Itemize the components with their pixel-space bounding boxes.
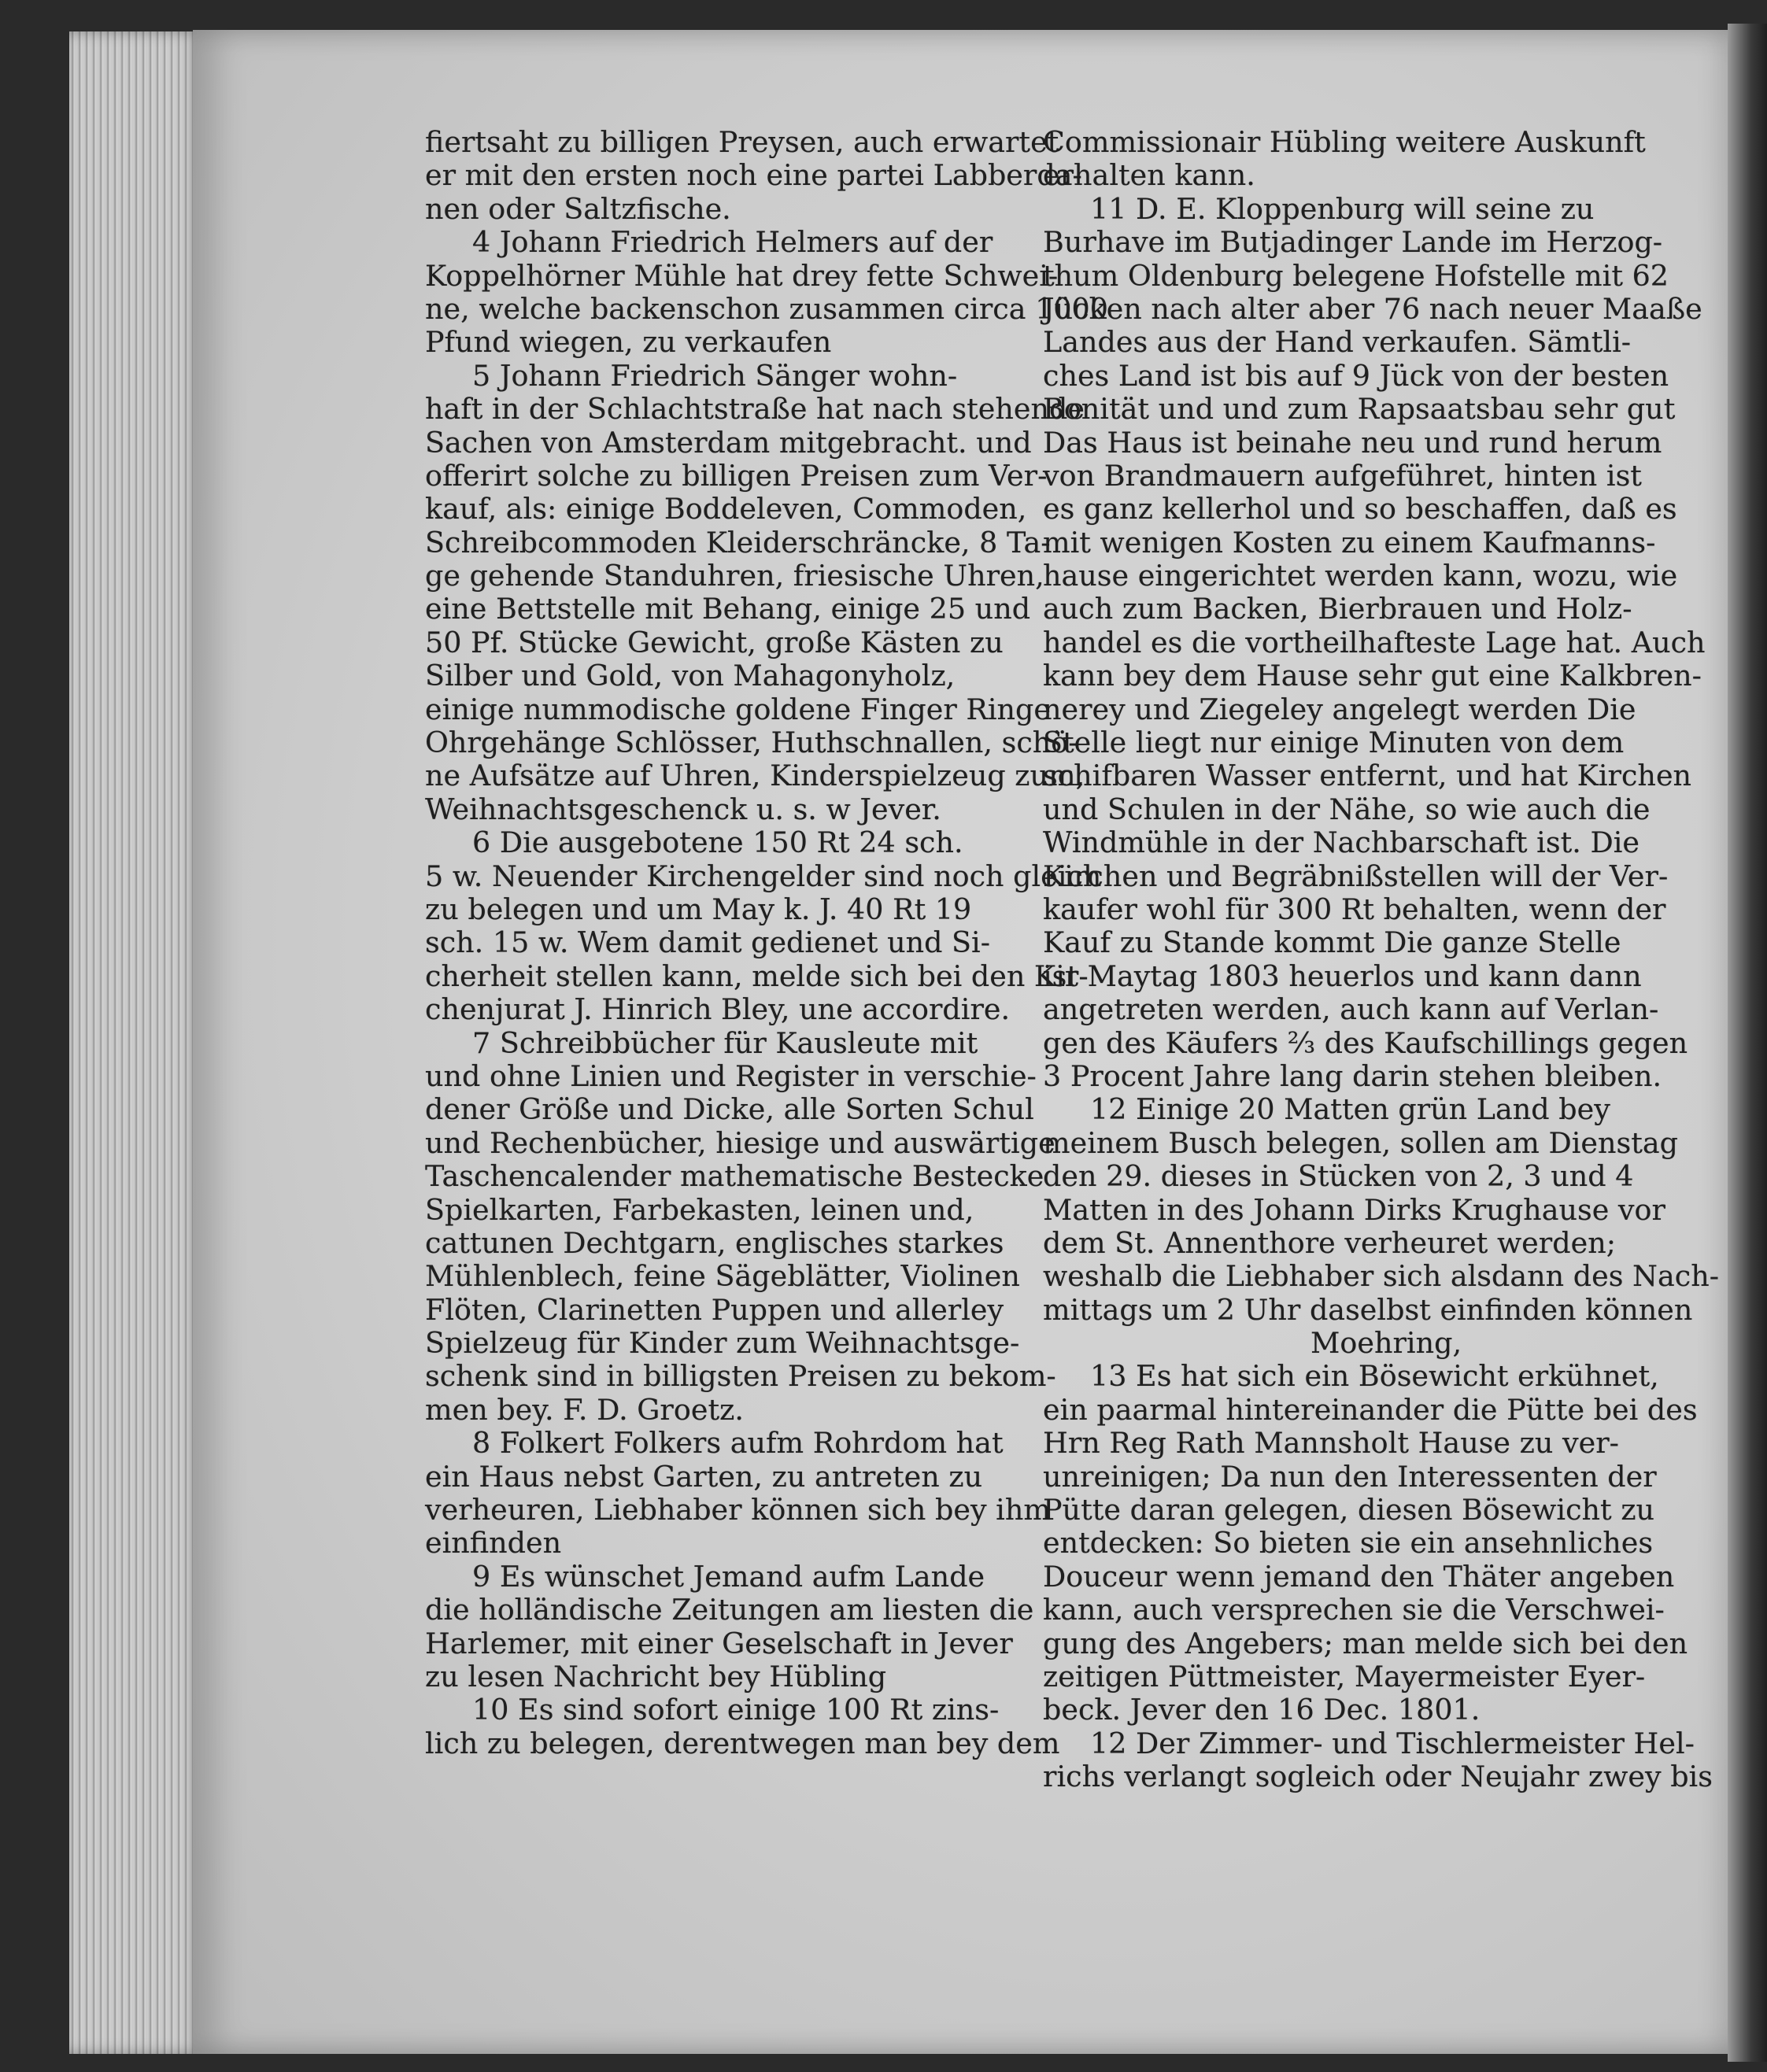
left-column-line: und Rechenbücher, hiesige und auswärtige: [425, 1125, 1055, 1160]
right-column-line: auch zum Backen, Bierbrauen und Holz-: [1043, 592, 1632, 626]
left-column-line: offerirt solche zu billigen Preisen zum Ver-: [425, 458, 1048, 493]
left-column-line: ein Haus nebst Garten, zu antreten zu: [425, 1459, 983, 1494]
left-column-line: einige nummodische goldene Finger Ringe: [425, 692, 1051, 726]
right-column-line: ein paarmal hintereinander die Pütte bei des: [1043, 1392, 1698, 1427]
right-column-line: nerey und Ziegeley angelegt werden Die: [1043, 692, 1636, 726]
left-column-line: Ohrgehänge Schlösser, Huthschnallen, schö-: [425, 726, 1078, 760]
left-column-line: schenk sind in billigsten Preisen zu bekom-: [425, 1359, 1056, 1394]
left-column-line: 7 Schreibbücher für Kausleute mit: [472, 1025, 978, 1060]
right-column-line: Kauf zu Stande kommt Die ganze Stelle: [1043, 925, 1621, 960]
left-column-line: Spielkarten, Farbekasten, leinen und,: [425, 1192, 974, 1227]
left-column-line: dener Größe und Dicke, alle Sorten Schul: [425, 1092, 1034, 1127]
left-column-line: Sachen von Amsterdam mitgebracht. und: [425, 425, 1032, 460]
right-column-line: und Schulen in der Nähe, so wie auch die: [1043, 792, 1651, 826]
right-column-line: von Brandmauern aufgeführet, hinten ist: [1043, 458, 1642, 493]
left-column-line: Pfund wiegen, zu verkaufen: [425, 325, 832, 360]
right-column-line: ches Land ist bis auf 9 Jück von der besten: [1043, 358, 1669, 393]
right-column-line: thum Oldenburg belegene Hofstelle mit 62: [1043, 258, 1669, 293]
right-column-line: Windmühle in der Nachbarschaft ist. Die: [1043, 825, 1639, 860]
right-column-line: 3 Procent Jahre lang darin stehen bleiben.: [1043, 1058, 1662, 1093]
left-column-line: cattunen Dechtgarn, englisches starkes: [425, 1225, 1004, 1260]
right-column-line: ist Maytag 1803 heuerlos und kann dann: [1043, 958, 1642, 993]
right-column-line: 11 D. E. Kloppenburg will seine zu: [1090, 191, 1595, 226]
right-column-line: zeitigen Püttmeister, Mayermeister Eyer-: [1043, 1659, 1646, 1693]
right-column-line: Burhave im Butjadinger Lande im Herzog-: [1043, 225, 1663, 260]
right-column-line: erhalten kann.: [1043, 158, 1255, 193]
left-column-line: Spielzeug für Kinder zum Weihnachtsge-: [425, 1326, 1020, 1361]
right-column-line: 13 Es hat sich ein Bösewicht erkühnet,: [1090, 1359, 1659, 1394]
book-gutter: [1728, 24, 1767, 2062]
right-column-line: Matten in des Johann Dirks Krughause vor: [1043, 1192, 1665, 1227]
left-column-line: eine Bettstelle mit Behang, einige 25 und: [425, 592, 1031, 626]
left-column-line: 6 Die ausgebotene 150 Rt 24 sch.: [472, 825, 963, 860]
left-column-line: Taschencalender mathematische Bestecke: [425, 1159, 1044, 1194]
right-column-line: angetreten werden, auch kann auf Verlan-: [1043, 992, 1659, 1027]
left-column-line: fiertsaht zu billigen Preysen, auch erwartet: [425, 125, 1059, 159]
right-column-line: kaufer wohl für 300 Rt behalten, wenn der: [1043, 892, 1666, 926]
left-column-line: 8 Folkert Folkers aufm Rohrdom hat: [472, 1426, 1004, 1461]
left-column-line: 5 w. Neuender Kirchengelder sind noch gleich: [425, 859, 1102, 893]
left-column-line: ne, welche backenschon zusammen circa 1000: [425, 291, 1108, 326]
right-column-line: kann bey dem Hause sehr gut eine Kalkbren-: [1043, 659, 1702, 693]
right-column-line: Landes aus der Hand verkaufen. Sämtli-: [1043, 325, 1632, 360]
left-column-line: ne Aufsätze auf Uhren, Kinderspielzeug zum,: [425, 759, 1085, 793]
left-column-line: haft in der Schlachtstraße hat nach stehende: [425, 392, 1085, 427]
left-text-column: [425, 125, 1108, 1760]
right-column-line: dem St. Annenthore verheuret werden;: [1043, 1225, 1617, 1260]
right-column-line: weshalb die Liebhaber sich alsdann des Nach-: [1043, 1259, 1720, 1294]
left-column-line: chenjurat J. Hinrich Bley, une accordire.: [425, 992, 1011, 1027]
right-column-line: richs verlangt sogleich oder Neujahr zwey bis: [1043, 1760, 1713, 1794]
left-column-line: Silber und Gold, von Mahagonyholz,: [425, 659, 956, 693]
right-column-line: Hrn Reg Rath Mannsholt Hause zu ver-: [1043, 1426, 1619, 1461]
right-column-line: Jücken nach alter aber 76 nach neuer Maaße: [1043, 291, 1702, 326]
left-column-line: er mit den ersten noch eine partei Labberda-: [425, 158, 1082, 193]
right-column-line: es ganz kellerhol und so beschaffen, daß es: [1043, 492, 1677, 526]
left-column-line: Mühlenblech, feine Sägeblätter, Violinen: [425, 1259, 1020, 1294]
right-column-line: kann, auch versprechen sie die Verschwei-: [1043, 1593, 1665, 1627]
left-column-line: sch. 15 w. Wem damit gedienet und Si-: [425, 925, 991, 960]
left-column-line: men bey. F. D. Groetz.: [425, 1392, 744, 1427]
left-column-line: einfinden: [425, 1526, 562, 1560]
right-column-line: mittags um 2 Uhr daselbst einfinden können: [1043, 1292, 1693, 1327]
right-column-line: unreinigen; Da nun den Interessenten der: [1043, 1459, 1657, 1494]
right-column-line: Pütte daran gelegen, diesen Bösewicht zu: [1043, 1493, 1655, 1527]
left-column-line: zu lesen Nachricht bey Hübling: [425, 1659, 887, 1693]
right-column-line: Das Haus ist beinahe neu und rund herum: [1043, 425, 1662, 460]
right-column-line: Bonität und und zum Rapsaatsbau sehr gut: [1043, 392, 1676, 427]
left-column-line: 50 Pf. Stücke Gewicht, große Kästen zu: [425, 625, 1004, 659]
left-column-line: nen oder Saltzfische.: [425, 191, 731, 226]
right-column-line: 12 Der Zimmer- und Tischlermeister Hel-: [1090, 1726, 1695, 1760]
right-column-line: beck. Jever den 16 Dec. 1801.: [1043, 1693, 1481, 1727]
right-column-line: handel es die vortheilhafteste Lage hat. Auch: [1043, 625, 1706, 659]
right-text-column: [1043, 125, 1720, 1794]
left-column-line: ge gehende Standuhren, friesische Uhren,: [425, 559, 1044, 593]
left-column-line: Weihnachtsgeschenck u. s. w Jever.: [425, 792, 941, 826]
left-column-line: Flöten, Clarinetten Puppen und allerley: [425, 1292, 1004, 1327]
left-column-line: und ohne Linien und Register in verschie-: [425, 1058, 1037, 1093]
left-column-line: Harlemer, mit einer Geselschaft in Jever: [425, 1626, 1013, 1660]
right-column-line: Stelle liegt nur einige Minuten von dem: [1043, 726, 1625, 760]
right-column-line: schifbaren Wasser entfernt, und hat Kirchen: [1043, 759, 1692, 793]
left-column-line: Schreibcommoden Kleiderschräncke, 8 Ta-: [425, 525, 1051, 560]
left-column-line: 5 Johann Friedrich Sänger wohn-: [472, 358, 958, 393]
left-column-line: verheuren, Liebhaber können sich bey ihm: [425, 1493, 1051, 1527]
right-column-line: meinem Busch belegen, sollen am Dienstag: [1043, 1125, 1679, 1160]
left-column-line: cherheit stellen kann, melde sich bei den Kir-: [425, 958, 1089, 993]
right-column-line: Kirchen und Begräbnißstellen will der Ver-: [1043, 859, 1669, 893]
right-column-line: gung des Angebers; man melde sich bei den: [1043, 1626, 1688, 1660]
left-column-line: lich zu belegen, derentwegen man bey dem: [425, 1726, 1060, 1760]
left-column-line: zu belegen und um May k. J. 40 Rt 19: [425, 892, 972, 926]
right-column-line: gen des Käufers ⅔ des Kaufschillings gegen: [1043, 1025, 1688, 1060]
page-stack-edges: [69, 31, 203, 2054]
right-column-line: Commissionair Hübling weitere Auskunft: [1043, 125, 1646, 159]
left-column-line: Koppelhörner Mühle hat drey fette Schwei-: [425, 258, 1059, 293]
left-column-line: 9 Es wünschet Jemand aufm Lande: [472, 1559, 985, 1594]
right-column-line: den 29. dieses in Stücken von 2, 3 und 4: [1043, 1159, 1634, 1194]
right-column-line: mit wenigen Kosten zu einem Kaufmanns-: [1043, 525, 1656, 560]
left-column-line: 4 Johann Friedrich Helmers auf der: [472, 225, 993, 260]
left-column-line: kauf, als: einige Boddeleven, Commoden,: [425, 492, 1027, 526]
right-column-line: Moehring,: [1310, 1326, 1462, 1361]
left-column-line: 10 Es sind sofort einige 100 Rt zins-: [472, 1693, 1000, 1727]
right-column-line: Douceur wenn jemand den Thäter angeben: [1043, 1559, 1675, 1594]
right-column-line: entdecken: So bieten sie ein ansehnliches: [1043, 1526, 1654, 1560]
right-column-line: hause eingerichtet werden kann, wozu, wie: [1043, 559, 1678, 593]
right-column-line: 12 Einige 20 Matten grün Land bey: [1090, 1092, 1610, 1127]
left-column-line: die holländische Zeitungen am liesten die: [425, 1593, 1034, 1627]
